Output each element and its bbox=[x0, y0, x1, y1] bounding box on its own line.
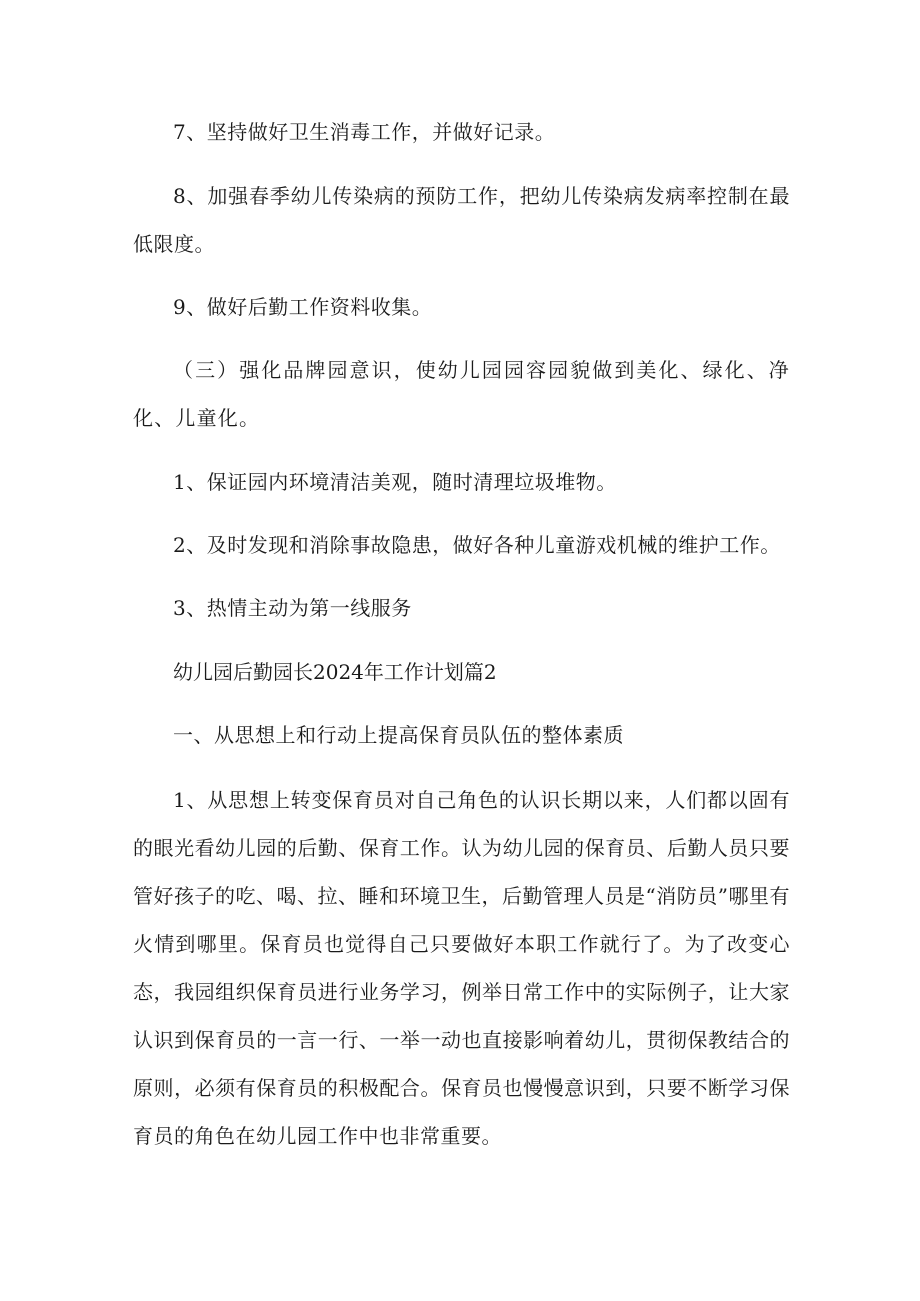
paragraph-item-9: 9、做好后勤工作资料收集。 bbox=[173, 295, 433, 319]
paragraph-item-2: 2、及时发现和消除事故隐患，做好各种儿童游戏机械的维护工作。 bbox=[173, 533, 781, 557]
body-paragraph: 1、从思想上转变保育员对自己角色的认识长期以来，人们都以固有的眼光看幼儿园的后勤、保育工作。认为幼儿园的保育员、后勤人员只要管好孩子的吃、喝、拉、睡和环境卫生，后勤管理人员是“消防员”哪里有火情到哪里。保育员也觉得自己只要做好本职工作就行了。为了改变心态，我园组织保育员进行业务学习，例举日常工作中的实际例子，让大家认识到保育员的一言一行、一举一动也直接影响着幼儿，贯彻保教结合的原则，必须有保育员的积极配合。保育员也慢慢意识到，只要不断学习保育员的角色在幼儿园工作中也非常重要。 bbox=[133, 788, 790, 1148]
document-title: 幼儿园后勤园长2024年工作计划篇2 bbox=[173, 660, 497, 684]
section-heading-3: （三）强化品牌园意识，使幼儿园园容园貌做到美化、绿化、净化、儿童化。 bbox=[133, 358, 790, 430]
section-heading-1: 一、从思想上和行动上提高保育员队伍的整体素质 bbox=[173, 723, 624, 747]
paragraph-item-8: 8、加强春季幼儿传染病的预防工作，把幼儿传染病发病率控制在最低限度。 bbox=[133, 184, 790, 256]
paragraph-item-7: 7、坚持做好卫生消毒工作，并做好记录。 bbox=[173, 120, 556, 144]
paragraph-item-1: 1、保证园内环境清洁美观，随时清理垃圾堆物。 bbox=[173, 470, 617, 494]
paragraph-item-3: 3、热情主动为第一线服务 bbox=[173, 596, 412, 620]
